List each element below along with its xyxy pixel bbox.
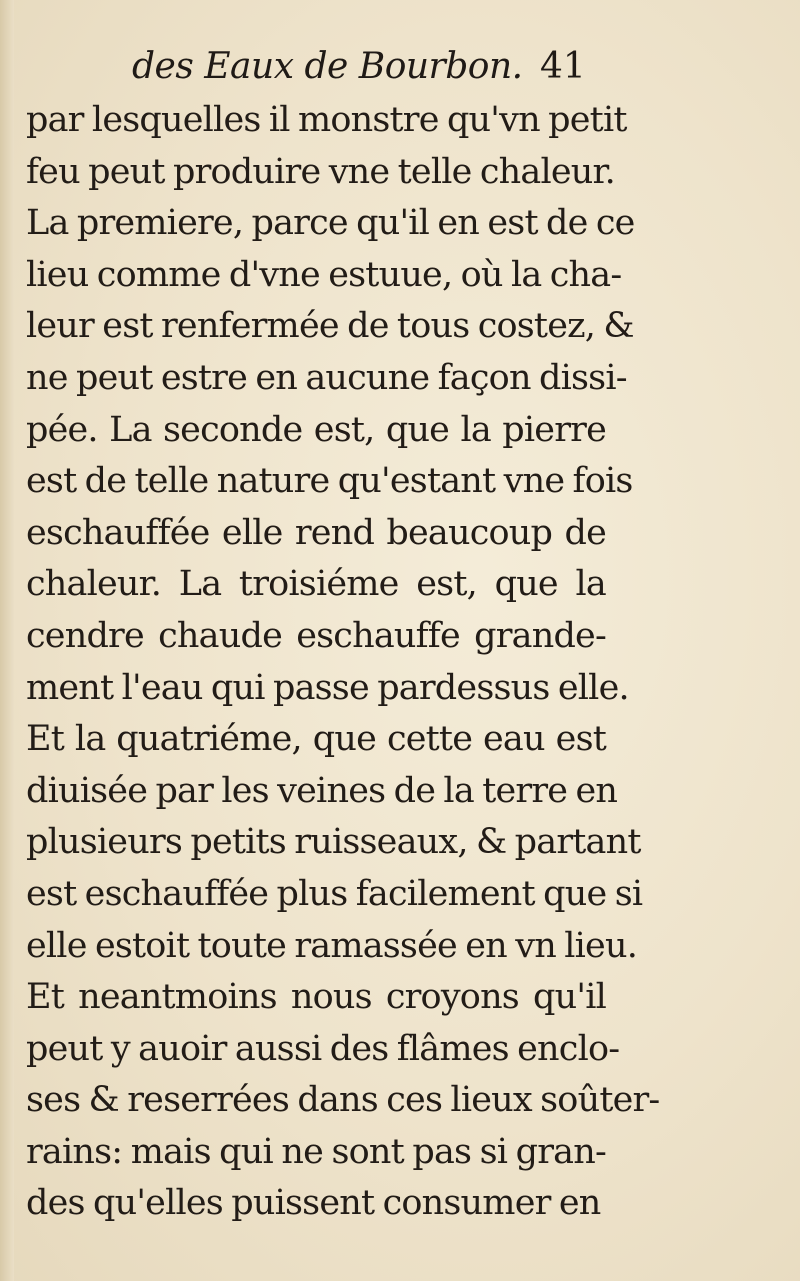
text-line: ses & reserrées dans ces lieux soûter- <box>26 1080 660 1121</box>
text-line: elle estoit toute ramassée en vn lieu. <box>26 925 638 966</box>
text-line: pée. La seconde est, que la pierre <box>26 409 606 450</box>
text-line: est de telle nature qu'estant vne fois <box>26 461 633 502</box>
text-line: est eschauffée plus facilement que si <box>26 873 643 914</box>
text-line: La premiere, parce qu'il en est de ce <box>26 203 635 244</box>
text-line: feu peut produire vne telle chaleur. <box>26 151 615 192</box>
text-line: ne peut estre en aucune façon dissi- <box>26 357 627 398</box>
running-head: des Eaux de Bourbon. <box>132 46 523 87</box>
text-line: leur est renfermée de tous costez, & <box>26 306 634 347</box>
text-line: plusieurs petits ruisseaux, & partant <box>26 822 641 863</box>
text-line: chaleur. La troisiéme est, que la <box>26 564 606 605</box>
text-line: eschauffée elle rend beaucoup de <box>26 512 606 553</box>
text-line: peut y auoir aussi des flâmes enclo- <box>26 1028 620 1069</box>
text-line: Et la quatriéme, que cette eau est <box>26 719 606 760</box>
text-line: ment l'eau qui passe pardessus elle. <box>26 667 629 708</box>
text-line: diuisée par les veines de la terre en <box>26 770 618 811</box>
page-number: 41 <box>540 46 586 87</box>
body-text <box>26 95 660 1230</box>
text-line: des qu'elles puissent consumer en <box>26 1183 601 1224</box>
text-line: rains: mais qui ne sont pas si gran- <box>26 1131 606 1172</box>
text-line: cendre chaude eschauffe grande- <box>26 615 606 656</box>
text-line: Et neantmoins nous croyons qu'il <box>26 977 606 1018</box>
page-gutter <box>0 0 14 1281</box>
page-header <box>0 40 800 100</box>
text-line: par lesquelles il monstre qu'vn petit <box>26 100 627 140</box>
text-line: lieu comme d'vne estuue, où la cha- <box>26 254 622 295</box>
